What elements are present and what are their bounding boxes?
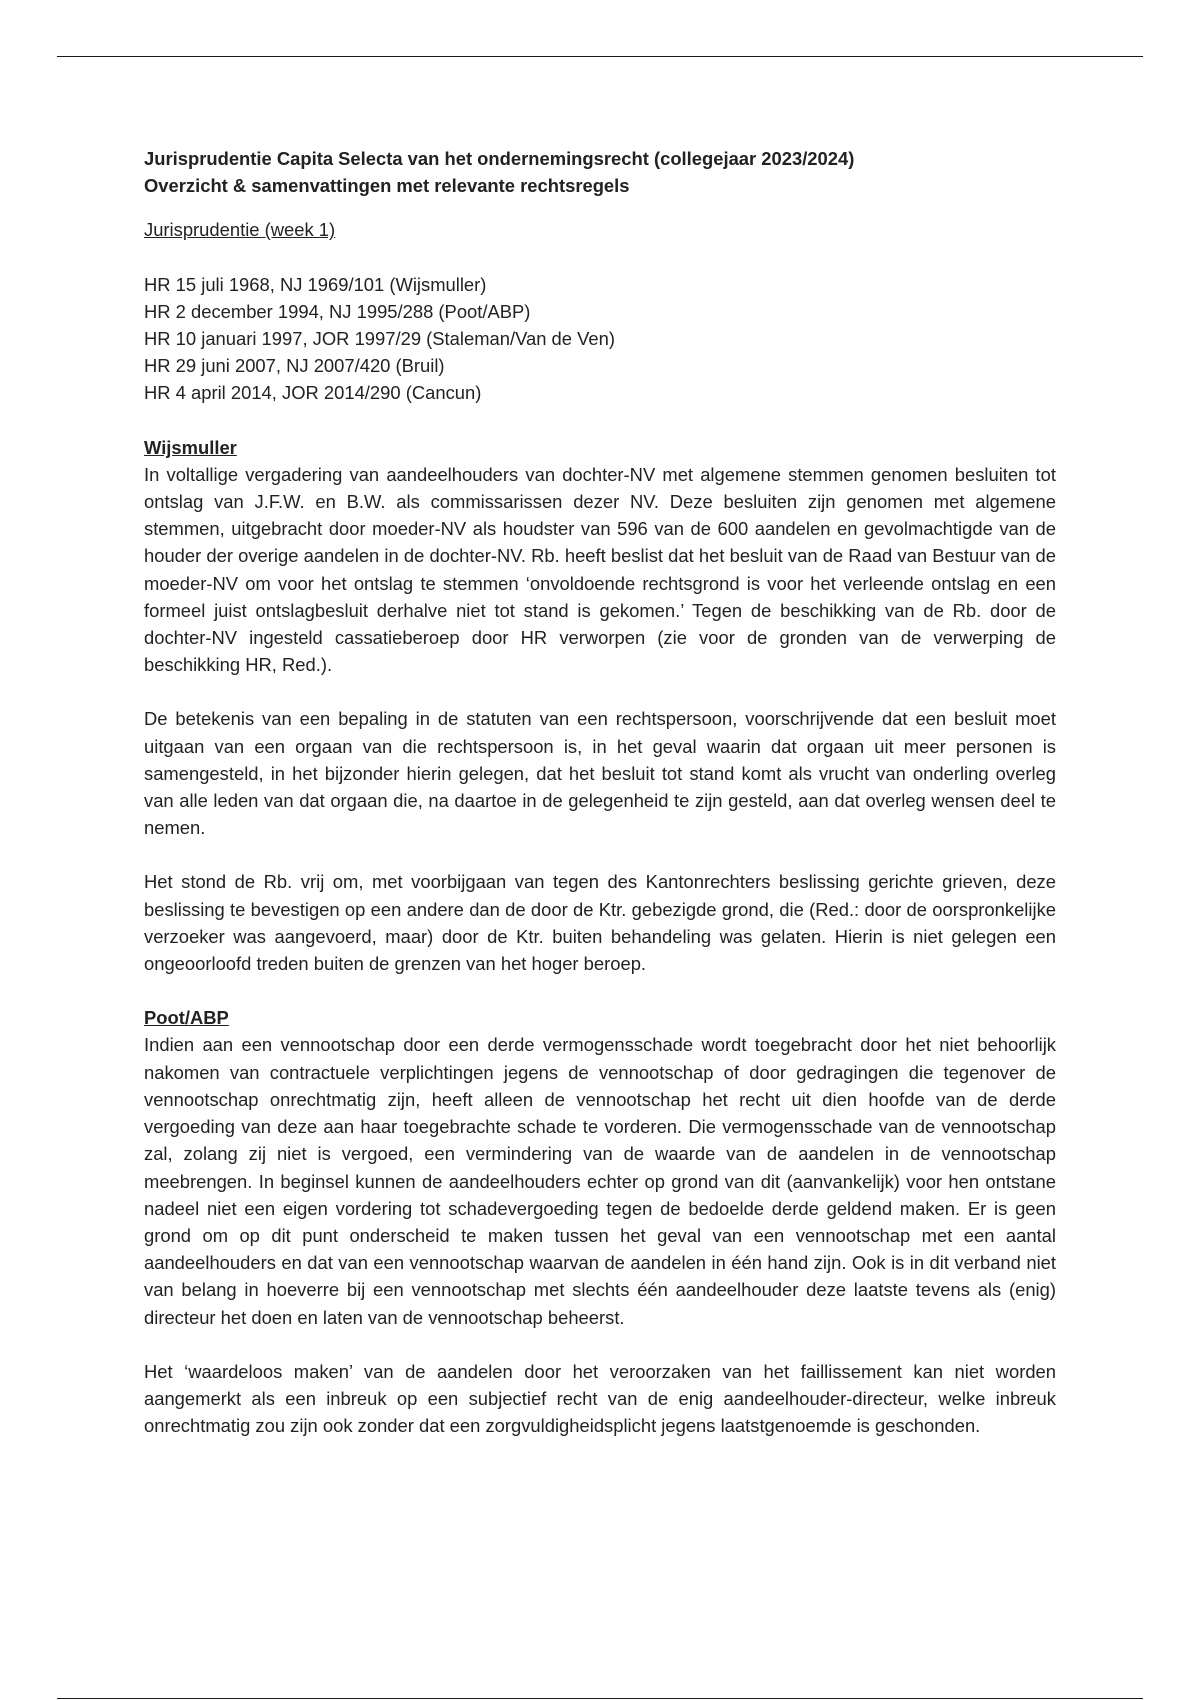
case-item: HR 10 januari 1997, JOR 1997/29 (Staleman/Van de Ven) — [144, 328, 615, 350]
document-page — [144, 145, 1056, 1466]
section-poot-abp — [144, 1004, 1056, 1439]
case-item: HR 2 december 1994, NJ 1995/288 (Poot/ABP) — [144, 300, 531, 322]
case-item: HR 4 april 2014, JOR 2014/290 (Cancun) — [144, 382, 482, 404]
footer-rule — [57, 1698, 1143, 1699]
case-item: HR 29 juni 2007, NJ 2007/420 (Bruil) — [144, 355, 445, 377]
case-list — [144, 271, 1056, 407]
paragraph: Het stond de Rb. vrij om, met voorbijgaan van tegen des Kantonrechters beslissing gerichte grieven, deze beslissing te bevestigen op een andere dan de door de Ktr. gebezigde grond, die (Red.: door de oorspronkelijke verzoeker was aangevoerd, maar) door de Ktr. buiten behandeling was gelaten. Hierin is niet gelegen een ongeoorloofd treden buiten de grenzen van het hoger beroep. — [144, 871, 1056, 975]
header-rule — [57, 56, 1143, 57]
case-item: HR 15 juli 1968, NJ 1969/101 (Wijsmuller) — [144, 273, 487, 295]
paragraph: In voltallige vergadering van aandeelhouders van dochter-NV met algemene stemmen genomen besluiten tot ontslag van J.F.W. en B.W. als commissarissen dezer NV. Deze besluiten zijn genomen met algemene stemmen, uitgebracht door moeder-NV als houdster van 596 van de 600 aandelen en gevolmachtigde van de houder der overige aandelen in de dochter-NV. Rb. heeft beslist dat het besluit van de Raad van Bestuur van de moeder-NV om voor het ontslag te stemmen ‘onvoldoende rechtsgrond is voor het verleende ontslag en een formeel juist ontslagbesluit derhalve niet tot stand is gekomen.’ Tegen de beschikking van de Rb. door de dochter-NV ingesteld cassatieberoep door HR verworpen (zie voor de gronden van de verwerping de beschikking HR, Red.). — [144, 463, 1056, 676]
title-line-2: Overzicht & samenvattingen met relevante rechtsregels — [144, 175, 630, 197]
paragraph: Indien aan een vennootschap door een derde vermogensschade wordt toegebracht door het niet behoorlijk nakomen van contractuele verplichtingen jegens de vennootschap of door gedragingen die tegenover de vennootschap onrechtmatig zijn, heeft alleen de vennootschap het recht uit dien hoofde van de derde vergoeding van deze aan haar toegebrachte schade te vorderen. Die vermogensschade van de vennootschap zal, zolang zij niet is vergoed, een vermindering van de waarde van de aandelen in de vennootschap meebrengen. In beginsel kunnen de aandeelhouders echter op grond van dit (aanvankelijk) voor hen ontstane nadeel niet een eigen vordering tot schadevergoeding tegen de bedoelde derde geldend maken. Er is geen grond om op dit punt onderscheid te maken tussen het geval van een vennootschap met een aantal aandeelhouders en dat van een vennootschap waarvan de aandelen in één hand zijn. Ook is in dit verband niet van belang in hoeverre bij een vennootschap met slechts één aandeelhouder deze laatste tevens als (enig) directeur het doen en laten van de vennootschap beheerst. — [144, 1034, 1056, 1328]
section-heading: Wijsmuller — [144, 436, 237, 458]
week-heading: Jurisprudentie (week 1) — [144, 219, 336, 241]
title-line-1: Jurisprudentie Capita Selecta van het ondernemingsrecht (collegejaar 2023/2024) — [144, 148, 855, 169]
paragraph: De betekenis van een bepaling in de statuten van een rechtspersoon, voorschrijvende dat een besluit moet uitgaan van een orgaan van die rechtspersoon is, in het geval waarin dat orgaan uit meer personen is samengesteld, in het bijzonder hierin gelegen, dat het besluit tot stand komt als vrucht van onderling overleg van alle leden van dat orgaan die, na daartoe in de gelegenheid te zijn gesteld, aan dat overleg wensen deel te nemen. — [144, 708, 1056, 839]
section-heading: Poot/ABP — [144, 1007, 229, 1029]
section-wijsmuller — [144, 434, 1056, 978]
paragraph: Het ‘waardeloos maken’ van de aandelen door het veroorzaken van het faillissement kan niet worden aangemerkt als een inbreuk op een subjectief recht van de enig aandeelhouder-directeur, welke inbreuk onrechtmatig zou zijn ook zonder dat een zorgvuldigheidsplicht jegens laatstgenoemde is geschonden. — [144, 1360, 1056, 1437]
document-title — [144, 145, 1056, 199]
